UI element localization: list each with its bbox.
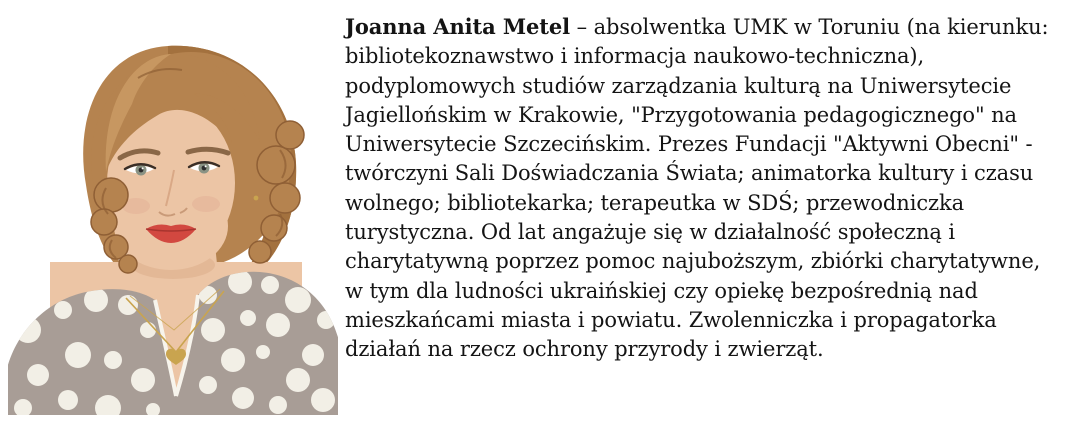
earring bbox=[254, 196, 259, 201]
bio-paragraph bbox=[345, 12, 1059, 365]
blush-right bbox=[192, 196, 220, 212]
portrait-photo bbox=[8, 0, 338, 415]
person-name: Joanna Anita Metel bbox=[345, 14, 571, 39]
portrait-illustration bbox=[8, 0, 338, 415]
bio-text: – absolwentka UMK w Toruniu (na kierunku: bibliotekoznawstwo i informacja naukowo-techniczna), podyplomowych studiów zarządzania kulturą na Uniwersytecie Jagiellońskim w Krakowie, "Przygotowania pedagogicznego" na Uniwersytecie Szczecińskim. Prezes Fundacji "Aktywni Obecni" - twórczyni Sali Doświadczania Świata; animatorka kultury i czasu wolnego; bibliotekarka; terapeutka w SDŚ; przewodniczka turystyczna. Od lat angażuje się w działalność społeczną i charytatywną poprzez pomoc najuboższym, zbiórki charytatywne, w tym dla ludności ukraińskiej czy opiekę bezpośrednią nad mieszkańcami miasta i powiatu. Zwolenniczka i propagatorka działań na rzecz ochrony przyrody i zwierząt. bbox=[345, 15, 1049, 362]
